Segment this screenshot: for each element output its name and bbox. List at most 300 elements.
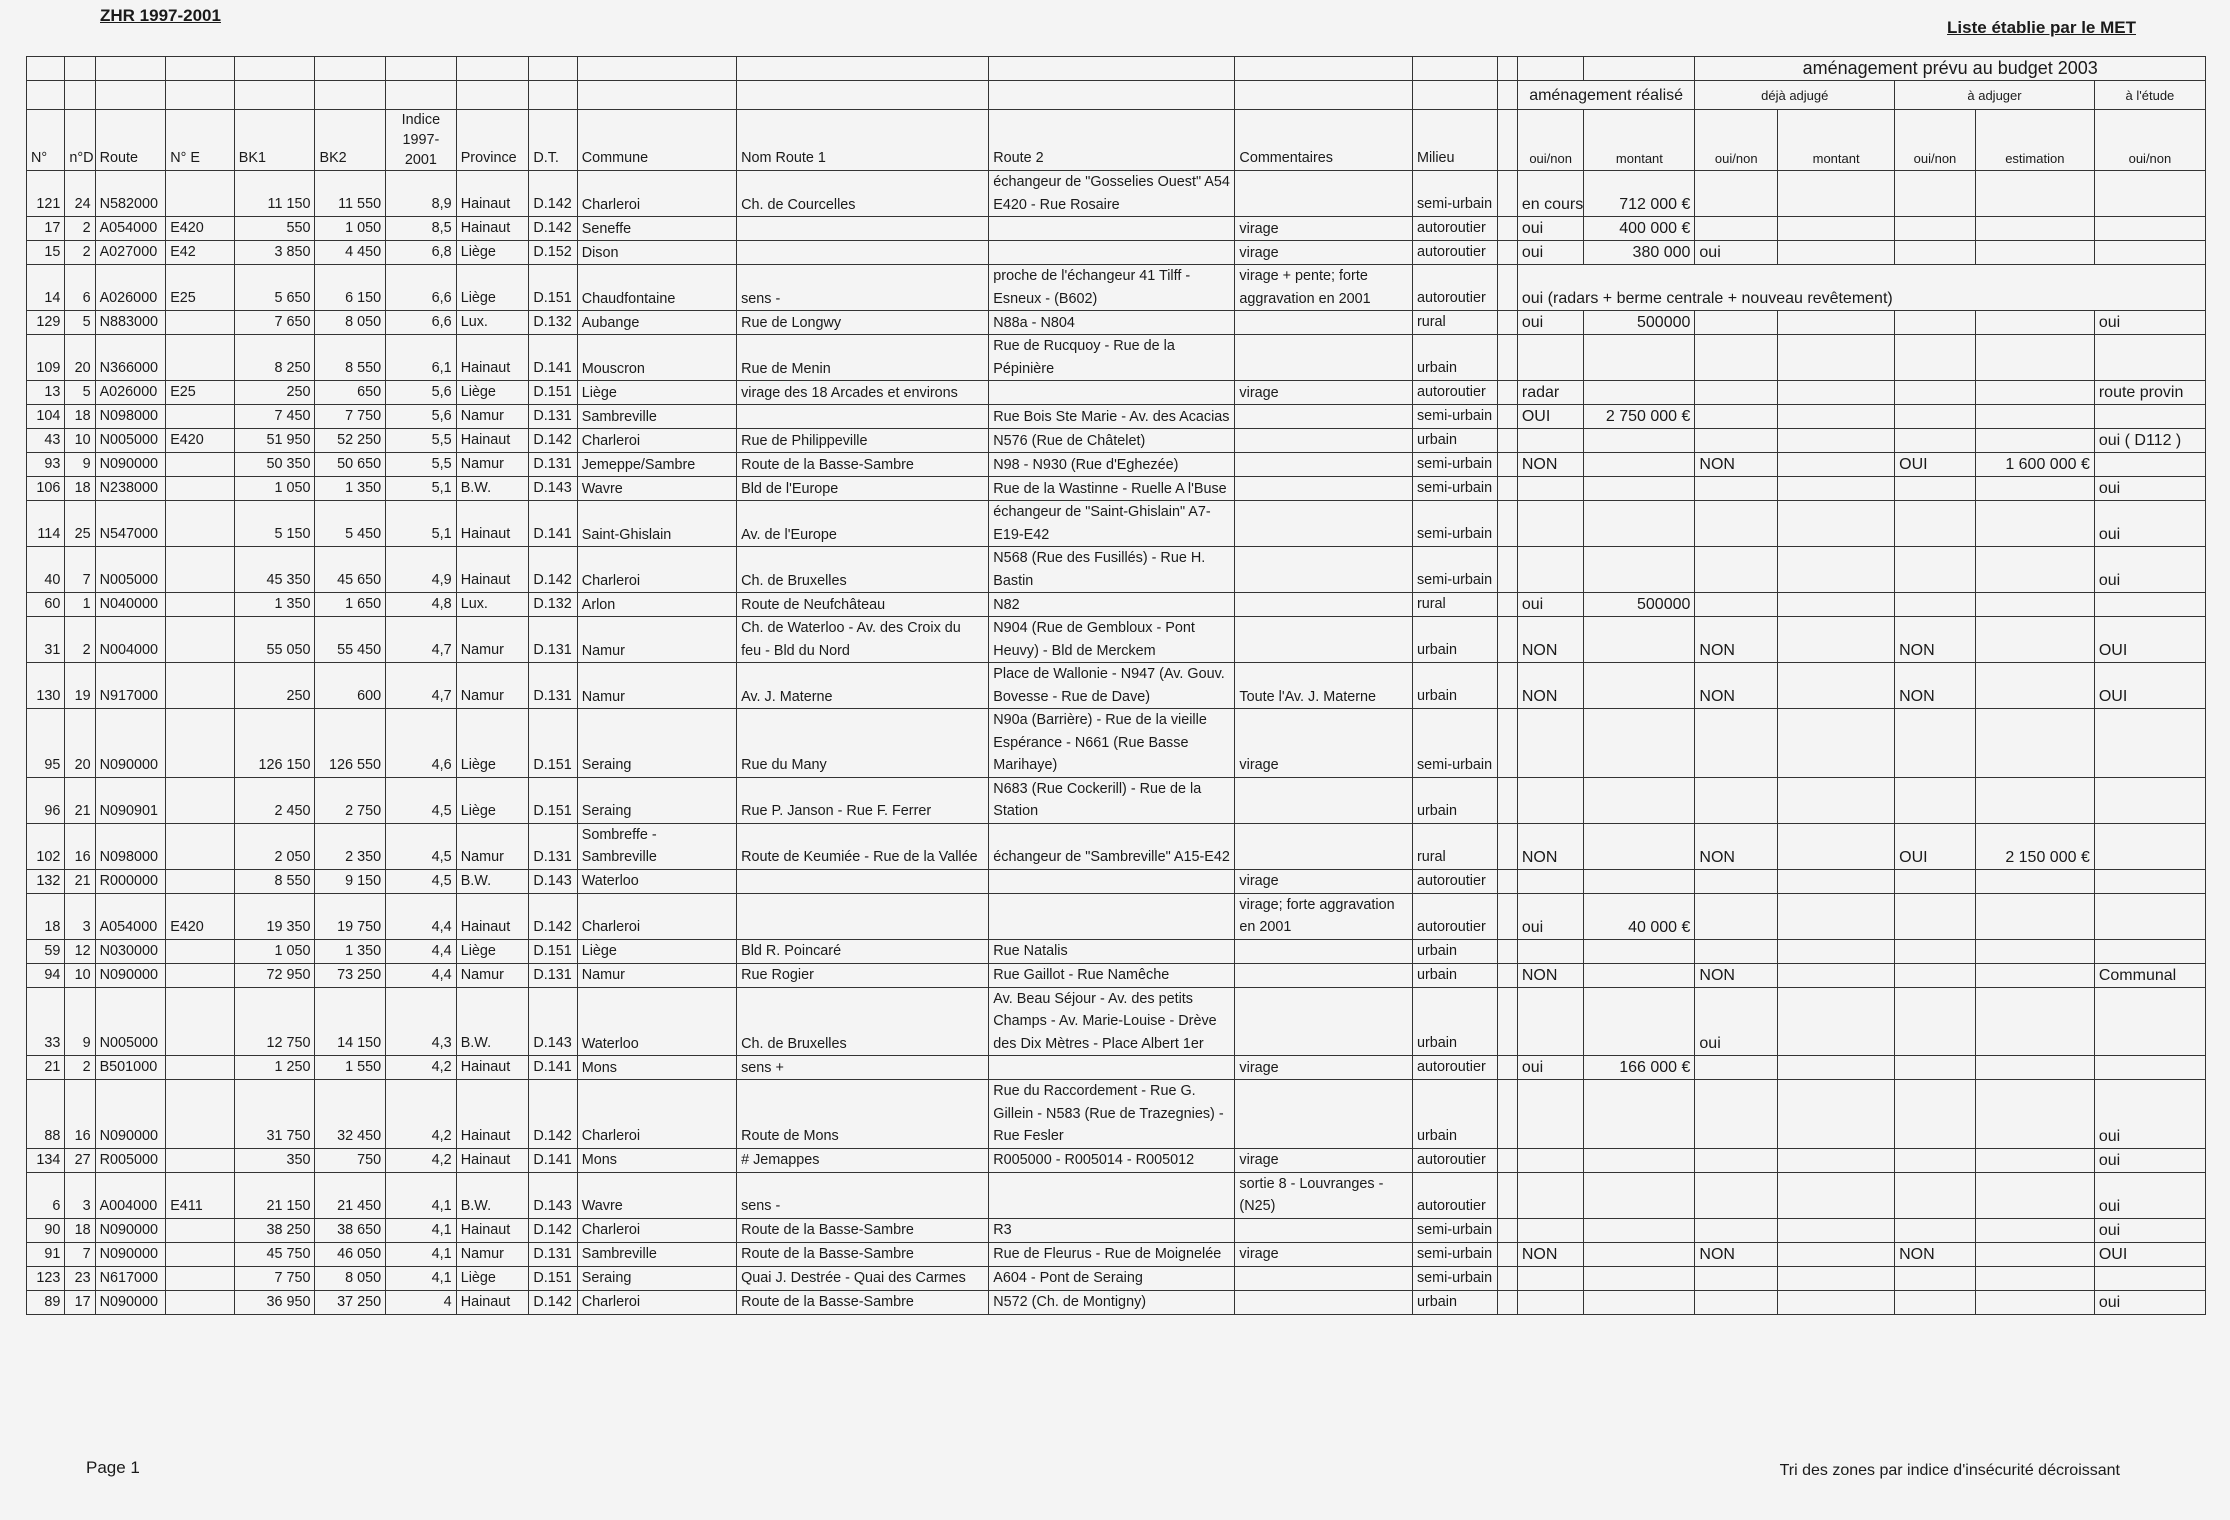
row-number: 18 (27, 893, 65, 939)
row-number: 91 (27, 1242, 65, 1266)
row-route1: Rue de Menin (737, 335, 989, 381)
row-number: 134 (27, 1148, 65, 1172)
row-province: Liège (456, 709, 529, 778)
row-province: B.W. (456, 987, 529, 1056)
row-euro-route (166, 777, 235, 823)
row-bk2: 46 050 (315, 1242, 386, 1266)
row-etude-ouinon: route provin (2094, 381, 2205, 405)
row-commentaires (1235, 1266, 1413, 1290)
table-header (27, 57, 2206, 171)
row-route1: Ch. de Bruxelles (737, 547, 989, 593)
table-row (27, 823, 2206, 869)
row-deja-ouinon: NON (1695, 453, 1778, 477)
row-province: B.W. (456, 477, 529, 501)
row-adjuger-estimation (1975, 1148, 2094, 1172)
budget-group-header: aménagement prévu au budget 2003 (1695, 57, 2206, 81)
row-commune: Charleroi (577, 1218, 736, 1242)
row-etude-ouinon: oui (2094, 311, 2205, 335)
row-adjuger-estimation (1975, 1218, 2094, 1242)
table-row (27, 963, 2206, 987)
row-adjuger-estimation (1975, 405, 2094, 429)
table-row (27, 593, 2206, 617)
row-euro-route (166, 311, 235, 335)
row-realise-ouinon: NON (1517, 453, 1584, 477)
sort-note: Tri des zones par indice d'insécurité décroissant (1779, 1462, 2120, 1479)
row-indice: 4,7 (386, 617, 457, 663)
row-euro-route (166, 869, 235, 893)
row-district-number: 23 (65, 1266, 95, 1290)
row-dt: D.151 (529, 381, 577, 405)
row-deja-ouinon: NON (1695, 617, 1778, 663)
row-route1: Rue du Many (737, 709, 989, 778)
row-route: A054000 (95, 217, 166, 241)
row-route2 (989, 381, 1235, 405)
row-milieu: semi-urbain (1412, 477, 1497, 501)
row-commune: Waterloo (577, 869, 736, 893)
row-district-number: 10 (65, 963, 95, 987)
row-commentaires: virage (1235, 381, 1413, 405)
row-dt: D.142 (529, 429, 577, 453)
zone-table-sheet (26, 56, 2206, 1315)
row-commune: Mons (577, 1148, 736, 1172)
row-indice: 4,7 (386, 663, 457, 709)
table-row (27, 1242, 2206, 1266)
row-adjuger-ouinon (1895, 217, 1976, 241)
row-realise-ouinon (1517, 1172, 1584, 1218)
row-commentaires (1235, 617, 1413, 663)
row-commentaires: virage (1235, 1148, 1413, 1172)
row-district-number: 7 (65, 547, 95, 593)
col-header-deja-montant: montant (1778, 110, 1895, 171)
row-adjuger-estimation (1975, 963, 2094, 987)
row-adjuger-estimation (1975, 987, 2094, 1056)
row-route2: échangeur de "Sambreville" A15-E42 (989, 823, 1235, 869)
row-milieu: semi-urbain (1412, 171, 1497, 217)
row-etude-ouinon (2094, 869, 2205, 893)
row-route: A026000 (95, 381, 166, 405)
row-etude-ouinon (2094, 593, 2205, 617)
row-deja-ouinon (1695, 311, 1778, 335)
row-bk2: 14 150 (315, 987, 386, 1056)
row-euro-route (166, 453, 235, 477)
row-realise-montant (1584, 1218, 1695, 1242)
row-milieu: semi-urbain (1412, 709, 1497, 778)
row-realise-ouinon (1517, 1290, 1584, 1314)
row-bk2: 1 650 (315, 593, 386, 617)
row-adjuger-estimation (1975, 1290, 2094, 1314)
row-bk2: 600 (315, 663, 386, 709)
row-province: Liège (456, 1266, 529, 1290)
row-realise-ouinon (1517, 709, 1584, 778)
row-number: 21 (27, 1056, 65, 1080)
row-euro-route (166, 171, 235, 217)
row-adjuger-ouinon: NON (1895, 617, 1976, 663)
row-number: 15 (27, 241, 65, 265)
row-dt: D.131 (529, 453, 577, 477)
row-realise-montant (1584, 547, 1695, 593)
row-deja-ouinon (1695, 429, 1778, 453)
row-realise-montant (1584, 617, 1695, 663)
row-realise-montant: 712 000 € (1584, 171, 1695, 217)
row-bk2: 750 (315, 1148, 386, 1172)
row-bk1: 250 (234, 381, 315, 405)
row-milieu: semi-urbain (1412, 1266, 1497, 1290)
row-indice: 4,1 (386, 1218, 457, 1242)
row-indice: 4,2 (386, 1056, 457, 1080)
row-route2: Av. Beau Séjour - Av. des petits Champs - Av. Marie-Louise - Drève des Dix Mètres - Place Albert 1er (989, 987, 1235, 1056)
row-deja-ouinon (1695, 939, 1778, 963)
col-header-route1: Nom Route 1 (737, 110, 989, 171)
row-commune: Sambreville (577, 405, 736, 429)
row-etude-ouinon: oui (2094, 1290, 2205, 1314)
row-province: Namur (456, 963, 529, 987)
row-realise-ouinon: OUI (1517, 405, 1584, 429)
row-milieu: urbain (1412, 963, 1497, 987)
row-adjuger-ouinon (1895, 893, 1976, 939)
row-realise-montant (1584, 963, 1695, 987)
row-deja-ouinon (1695, 1148, 1778, 1172)
table-row (27, 617, 2206, 663)
col-header-commentaires: Commentaires (1235, 110, 1413, 171)
row-number: 95 (27, 709, 65, 778)
row-realise-montant (1584, 1290, 1695, 1314)
table-row (27, 335, 2206, 381)
row-etude-ouinon: OUI (2094, 617, 2205, 663)
row-realise-ouinon: en cours (1517, 171, 1584, 217)
row-commune: Charleroi (577, 547, 736, 593)
row-number: 88 (27, 1080, 65, 1149)
row-number: 14 (27, 265, 65, 311)
row-etude-ouinon: oui (2094, 1218, 2205, 1242)
row-district-number: 2 (65, 217, 95, 241)
row-route: N090000 (95, 1290, 166, 1314)
row-indice: 4,5 (386, 823, 457, 869)
row-bk1: 51 950 (234, 429, 315, 453)
row-etude-ouinon (2094, 709, 2205, 778)
row-adjuger-ouinon (1895, 405, 1976, 429)
row-number: 89 (27, 1290, 65, 1314)
row-province: Lux. (456, 311, 529, 335)
row-euro-route: E411 (166, 1172, 235, 1218)
row-dt: D.142 (529, 547, 577, 593)
row-route2 (989, 893, 1235, 939)
row-district-number: 21 (65, 777, 95, 823)
row-number: 104 (27, 405, 65, 429)
row-adjuger-ouinon (1895, 1266, 1976, 1290)
row-etude-ouinon: oui (2094, 547, 2205, 593)
row-bk1: 45 750 (234, 1242, 315, 1266)
col-header-bk2: BK2 (315, 110, 386, 171)
row-bk1: 5 650 (234, 265, 315, 311)
row-route1: Bld de l'Europe (737, 477, 989, 501)
row-milieu: urbain (1412, 1080, 1497, 1149)
row-indice: 5,1 (386, 501, 457, 547)
row-adjuger-ouinon: OUI (1895, 823, 1976, 869)
row-deja-montant (1778, 1242, 1895, 1266)
row-route: N090000 (95, 709, 166, 778)
row-route2: N88a - N804 (989, 311, 1235, 335)
row-bk1: 1 250 (234, 1056, 315, 1080)
row-milieu: autoroutier (1412, 217, 1497, 241)
row-etude-ouinon (2094, 1266, 2205, 1290)
row-route2: N683 (Rue Cockerill) - Rue de la Station (989, 777, 1235, 823)
row-indice: 4,1 (386, 1242, 457, 1266)
row-realise-ouinon (1517, 1080, 1584, 1149)
row-deja-ouinon (1695, 547, 1778, 593)
row-route: N005000 (95, 987, 166, 1056)
row-commune: Wavre (577, 1172, 736, 1218)
row-adjuger-estimation (1975, 663, 2094, 709)
row-indice: 5,5 (386, 453, 457, 477)
row-route2 (989, 869, 1235, 893)
row-bk1: 36 950 (234, 1290, 315, 1314)
row-deja-montant (1778, 1056, 1895, 1080)
row-bk1: 8 250 (234, 335, 315, 381)
row-route: N090000 (95, 1242, 166, 1266)
row-number: 33 (27, 987, 65, 1056)
row-adjuger-estimation (1975, 547, 2094, 593)
row-district-number: 1 (65, 593, 95, 617)
row-realise-ouinon (1517, 1148, 1584, 1172)
row-euro-route: E42 (166, 241, 235, 265)
row-adjuger-estimation (1975, 335, 2094, 381)
col-header-milieu: Milieu (1412, 110, 1497, 171)
row-province: Hainaut (456, 171, 529, 217)
row-realise-ouinon (1517, 547, 1584, 593)
row-province: Liège (456, 241, 529, 265)
row-euro-route (166, 617, 235, 663)
row-route: N617000 (95, 1266, 166, 1290)
row-district-number: 9 (65, 453, 95, 477)
row-realise-montant (1584, 1172, 1695, 1218)
row-commune: Mouscron (577, 335, 736, 381)
row-route1: Route de la Basse-Sambre (737, 1218, 989, 1242)
row-bk2: 52 250 (315, 429, 386, 453)
row-number: 13 (27, 381, 65, 405)
row-etude-ouinon (2094, 1056, 2205, 1080)
row-milieu: semi-urbain (1412, 501, 1497, 547)
row-realise-ouinon (1517, 1266, 1584, 1290)
row-adjuger-estimation (1975, 477, 2094, 501)
col-header-deja-ouinon: oui/non (1695, 110, 1778, 171)
row-indice: 4,1 (386, 1266, 457, 1290)
table-row (27, 265, 2206, 311)
row-district-number: 17 (65, 1290, 95, 1314)
table-row (27, 1172, 2206, 1218)
row-indice: 6,1 (386, 335, 457, 381)
row-route1 (737, 217, 989, 241)
row-etude-ouinon: oui (2094, 1148, 2205, 1172)
row-route: N366000 (95, 335, 166, 381)
row-commentaires (1235, 1218, 1413, 1242)
row-adjuger-ouinon: NON (1895, 1242, 1976, 1266)
row-province: Hainaut (456, 1218, 529, 1242)
table-row (27, 1056, 2206, 1080)
row-route1: Quai J. Destrée - Quai des Carmes (737, 1266, 989, 1290)
row-adjuger-ouinon (1895, 335, 1976, 381)
row-bk2: 50 650 (315, 453, 386, 477)
row-route1 (737, 405, 989, 429)
row-bk2: 73 250 (315, 963, 386, 987)
row-district-number: 20 (65, 335, 95, 381)
row-realise-montant: 2 750 000 € (1584, 405, 1695, 429)
row-euro-route (166, 1056, 235, 1080)
row-deja-ouinon: NON (1695, 1242, 1778, 1266)
row-deja-montant (1778, 241, 1895, 265)
row-bk1: 21 150 (234, 1172, 315, 1218)
row-commentaires (1235, 963, 1413, 987)
row-route1: Route de la Basse-Sambre (737, 453, 989, 477)
row-indice: 6,8 (386, 241, 457, 265)
row-bk2: 650 (315, 381, 386, 405)
col-header-adjuger-ouinon: oui/non (1895, 110, 1976, 171)
row-district-number: 24 (65, 171, 95, 217)
row-deja-montant (1778, 617, 1895, 663)
row-euro-route (166, 1290, 235, 1314)
row-commune: Aubange (577, 311, 736, 335)
row-etude-ouinon (2094, 939, 2205, 963)
row-euro-route (166, 1242, 235, 1266)
row-deja-montant (1778, 663, 1895, 709)
row-province: Hainaut (456, 1056, 529, 1080)
row-province: Liège (456, 777, 529, 823)
row-etude-ouinon (2094, 823, 2205, 869)
row-euro-route (166, 663, 235, 709)
row-milieu: autoroutier (1412, 265, 1497, 311)
row-deja-montant (1778, 939, 1895, 963)
row-commune: Saint-Ghislain (577, 501, 736, 547)
row-adjuger-ouinon (1895, 1172, 1976, 1218)
row-route2 (989, 241, 1235, 265)
row-deja-montant (1778, 171, 1895, 217)
row-route2: N572 (Ch. de Montigny) (989, 1290, 1235, 1314)
row-adjuger-estimation (1975, 1266, 2094, 1290)
row-number: 59 (27, 939, 65, 963)
col-header-nd: n°D (65, 110, 95, 171)
row-bk2: 8 050 (315, 311, 386, 335)
row-commune: Charleroi (577, 1080, 736, 1149)
row-bk1: 550 (234, 217, 315, 241)
row-bk1: 72 950 (234, 963, 315, 987)
row-dt: D.142 (529, 1218, 577, 1242)
table-row (27, 1290, 2206, 1314)
row-route2: Rue de Rucquoy - Rue de la Pépinière (989, 335, 1235, 381)
row-deja-montant (1778, 777, 1895, 823)
row-dt: D.131 (529, 405, 577, 429)
table-row (27, 453, 2206, 477)
row-realise-ouinon: oui (1517, 1056, 1584, 1080)
row-adjuger-estimation (1975, 217, 2094, 241)
row-deja-montant (1778, 1218, 1895, 1242)
row-realise-ouinon: oui (1517, 593, 1584, 617)
row-route2: proche de l'échangeur 41 Tilff - Esneux - (B602) (989, 265, 1235, 311)
row-adjuger-ouinon (1895, 501, 1976, 547)
row-milieu: autoroutier (1412, 241, 1497, 265)
row-indice: 4 (386, 1290, 457, 1314)
row-adjuger-ouinon (1895, 939, 1976, 963)
row-commune: Sambreville (577, 1242, 736, 1266)
row-route: N090000 (95, 963, 166, 987)
row-district-number: 19 (65, 663, 95, 709)
row-indice: 6,6 (386, 311, 457, 335)
row-route2: N904 (Rue de Gembloux - Pont Heuvy) - Bld de Merckem (989, 617, 1235, 663)
row-realise-montant (1584, 823, 1695, 869)
row-bk2: 2 350 (315, 823, 386, 869)
row-bk1: 1 050 (234, 939, 315, 963)
row-commentaires (1235, 777, 1413, 823)
row-bk1: 126 150 (234, 709, 315, 778)
row-route1: sens - (737, 265, 989, 311)
col-header-realise-montant: montant (1584, 110, 1695, 171)
row-bk2: 19 750 (315, 893, 386, 939)
row-adjuger-estimation (1975, 311, 2094, 335)
row-route1: sens - (737, 1172, 989, 1218)
row-number: 121 (27, 171, 65, 217)
row-route: N005000 (95, 547, 166, 593)
row-commune: Namur (577, 663, 736, 709)
row-bk1: 2 050 (234, 823, 315, 869)
row-deja-ouinon (1695, 1266, 1778, 1290)
row-dt: D.142 (529, 1290, 577, 1314)
row-dt: D.141 (529, 335, 577, 381)
zone-table (26, 56, 2206, 1315)
row-deja-ouinon (1695, 1172, 1778, 1218)
row-deja-montant (1778, 1080, 1895, 1149)
row-milieu: semi-urbain (1412, 547, 1497, 593)
row-adjuger-ouinon (1895, 477, 1976, 501)
row-deja-montant (1778, 477, 1895, 501)
row-indice: 5,5 (386, 429, 457, 453)
row-adjuger-estimation (1975, 777, 2094, 823)
row-milieu: rural (1412, 593, 1497, 617)
col-header-realise-ouinon: oui/non (1517, 110, 1584, 171)
row-commune: Arlon (577, 593, 736, 617)
row-adjuger-estimation (1975, 893, 2094, 939)
row-bk2: 126 550 (315, 709, 386, 778)
row-number: 17 (27, 217, 65, 241)
row-deja-montant (1778, 547, 1895, 593)
row-etude-ouinon (2094, 893, 2205, 939)
row-bk1: 1 050 (234, 477, 315, 501)
page-number: Page 1 (86, 1458, 140, 1477)
table-row (27, 311, 2206, 335)
row-etude-ouinon: oui (2094, 1080, 2205, 1149)
row-euro-route: E25 (166, 381, 235, 405)
row-route1: Ch. de Waterloo - Av. des Croix du feu - Bld du Nord (737, 617, 989, 663)
row-realise-montant (1584, 939, 1695, 963)
col-header-bk1: BK1 (234, 110, 315, 171)
row-euro-route (166, 1148, 235, 1172)
row-realise-montant (1584, 987, 1695, 1056)
row-route1: # Jemappes (737, 1148, 989, 1172)
row-indice: 4,4 (386, 893, 457, 939)
row-adjuger-estimation (1975, 1172, 2094, 1218)
table-row (27, 709, 2206, 778)
row-dt: D.143 (529, 987, 577, 1056)
row-bk2: 9 150 (315, 869, 386, 893)
row-milieu: urbain (1412, 939, 1497, 963)
row-dt: D.131 (529, 617, 577, 663)
row-district-number: 3 (65, 1172, 95, 1218)
row-euro-route (166, 939, 235, 963)
row-bk1: 7 650 (234, 311, 315, 335)
row-etude-ouinon: oui ( D112 ) (2094, 429, 2205, 453)
row-province: Namur (456, 1242, 529, 1266)
row-deja-ouinon (1695, 869, 1778, 893)
row-realise-ouinon: NON (1517, 963, 1584, 987)
row-route: N098000 (95, 405, 166, 429)
row-district-number: 27 (65, 1148, 95, 1172)
